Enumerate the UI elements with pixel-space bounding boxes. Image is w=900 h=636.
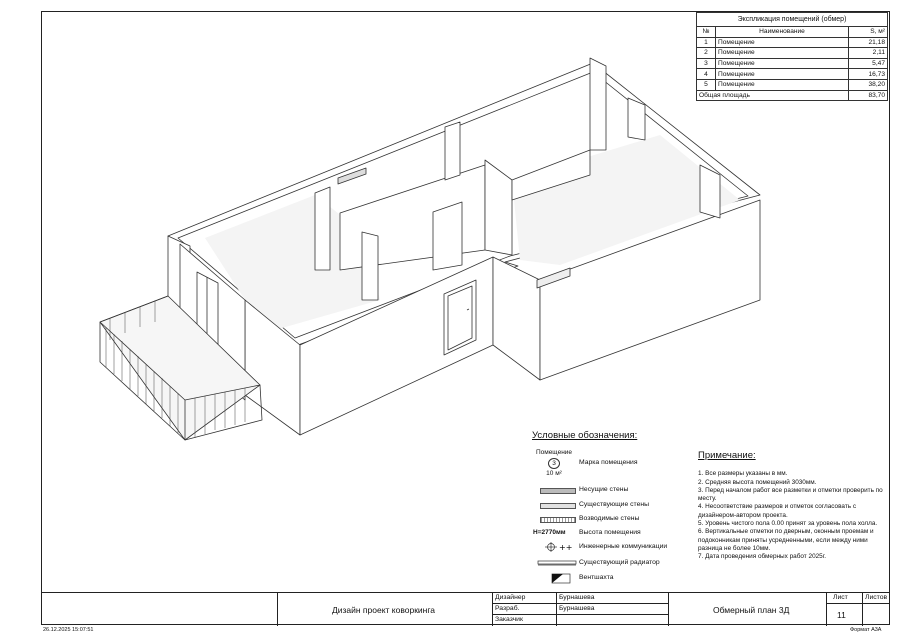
note-item: 6. Вертикальные отметки по дверным, оконным проемам и подоконникам приняты усредненными, если между ними разница не более 10мм. xyxy=(698,528,874,552)
note-item: 4. Несоответствие размеров и отметок согласовать с дизайнером-автором проекта. xyxy=(698,503,857,519)
notes xyxy=(698,452,888,562)
note-item: 1. Все размеры указаны в мм. xyxy=(698,470,788,478)
note-item: 3. Перед началом работ все разметки и отметки проверить по месту. xyxy=(698,486,883,503)
sheets-label: Листов xyxy=(865,594,888,601)
note-item: 5. Уровень чистого пола 0.00 принят за уровень пола холла. xyxy=(698,520,878,528)
row-number: 2 xyxy=(697,48,716,59)
svg-text:++: ++ xyxy=(559,543,573,552)
project-name: Дизайн проект коворкинга xyxy=(332,605,436,615)
header-area: S, м² xyxy=(849,27,888,38)
row-name: Помещение xyxy=(716,37,849,48)
designer-name: Бурнашева xyxy=(559,594,595,601)
utilities-icon xyxy=(536,542,578,552)
existing-wall-symbol xyxy=(536,500,578,510)
role-customer: Заказчик xyxy=(495,616,523,623)
row-name: Помещение xyxy=(716,48,849,59)
room-mark-area: 10 м² xyxy=(546,470,562,477)
developer-name: Бурнашева xyxy=(559,605,595,612)
radiator-icon xyxy=(536,558,578,568)
row-number: 4 xyxy=(697,69,716,80)
legend-vent-shaft xyxy=(530,573,705,585)
title-block xyxy=(41,592,890,626)
table-row xyxy=(697,58,888,69)
legend-radiator xyxy=(530,558,705,570)
legend-label: Высота помещения xyxy=(579,529,641,536)
legend-room-height xyxy=(530,528,705,540)
row-number: 1 xyxy=(697,37,716,48)
vent-shaft-icon xyxy=(536,573,578,583)
new-wall-symbol xyxy=(536,514,578,524)
role-designer: Дизайнер xyxy=(495,594,526,601)
legend-existing-walls xyxy=(530,500,705,512)
table-total-row xyxy=(697,90,888,101)
row-area: 16,73 xyxy=(849,69,888,80)
row-area: 5,47 xyxy=(849,58,888,69)
legend-room-mark xyxy=(530,448,705,482)
sheet-label: Лист xyxy=(833,594,848,601)
table-row xyxy=(697,69,888,80)
row-name: Помещение xyxy=(716,79,849,90)
legend-label: Возводимые стены xyxy=(579,515,640,522)
room-mark-number: 3 xyxy=(548,458,560,469)
row-name: Помещение xyxy=(716,69,849,80)
table-row xyxy=(697,37,888,48)
legend-label: Инженерные коммуникации xyxy=(579,543,668,550)
bearing-wall-symbol xyxy=(536,485,578,495)
room-mark-symbol xyxy=(534,448,574,479)
legend-label: Вентшахта xyxy=(579,574,614,581)
legend-bearing-walls xyxy=(530,485,705,497)
row-name: Помещение xyxy=(716,58,849,69)
total-label: Общая площадь xyxy=(697,90,849,101)
table-row xyxy=(697,79,888,90)
print-timestamp: 26.12.2025 15:07:51 xyxy=(43,627,94,633)
note-item: 7. Дата проведения обмерных работ 2025г. xyxy=(698,553,827,561)
header-name: Наименование xyxy=(716,27,849,38)
legend-utilities xyxy=(530,542,705,554)
note-item: 2. Средняя высота помещений 3030мм. xyxy=(698,478,817,486)
legend-new-walls xyxy=(530,514,705,526)
table-caption: Экспликация помещений (обмер) xyxy=(697,13,888,27)
row-area: 2,11 xyxy=(849,48,888,59)
sheet-title: Обмерный план 3Д xyxy=(713,605,790,615)
notes-title: Примечание: xyxy=(698,450,756,461)
row-area: 38,20 xyxy=(849,79,888,90)
header-number: № xyxy=(697,27,716,38)
legend-label: Несущие стены xyxy=(579,486,629,493)
room-explication-table xyxy=(696,12,888,101)
sheet-number: 11 xyxy=(837,610,846,620)
room-mark-name: Помещение xyxy=(535,449,573,456)
legend-title: Условные обозначения: xyxy=(532,430,638,441)
role-developer: Разраб. xyxy=(495,605,520,612)
height-mark-symbol: Н=2770мм xyxy=(533,529,566,536)
table-header-row xyxy=(697,27,888,38)
row-area: 21,18 xyxy=(849,37,888,48)
legend-label: Существующий радиатор xyxy=(579,559,660,566)
legend-label: Существующие стены xyxy=(579,501,649,508)
legend-label: Марка помещения xyxy=(579,459,638,466)
row-number: 5 xyxy=(697,79,716,90)
table-row xyxy=(697,48,888,59)
row-number: 3 xyxy=(697,58,716,69)
total-value: 83,70 xyxy=(849,90,888,101)
sheet-format: Формат А3А xyxy=(850,627,882,633)
